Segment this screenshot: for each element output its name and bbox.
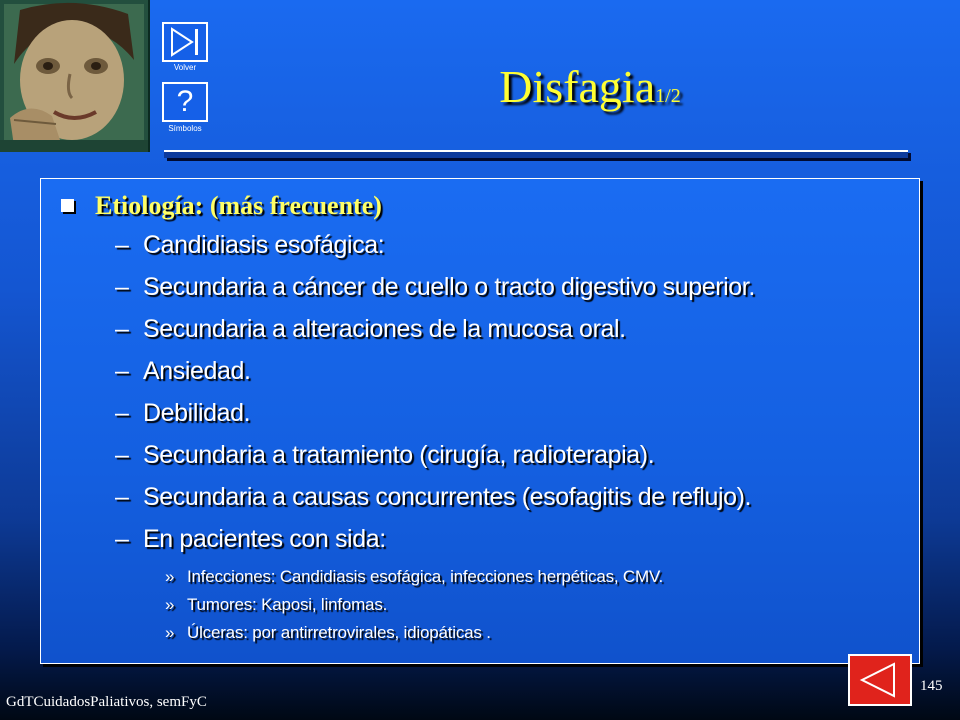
sub-list-item (165, 623, 491, 643)
dash-mark: – (115, 357, 129, 385)
dash-mark: – (115, 525, 129, 553)
list-item-text: Secundaria a causas concurrentes (esofagitis de reflujo). (143, 483, 752, 511)
sub-mark: » (165, 567, 175, 586)
volver-label: Volver (173, 63, 197, 72)
list-item-text: Ansiedad. (143, 357, 251, 385)
simbolos-button[interactable] (162, 82, 208, 122)
list-item (115, 399, 250, 428)
volver-button[interactable] (162, 22, 208, 62)
dash-mark: – (115, 441, 129, 469)
dash-mark: – (115, 399, 129, 427)
simbolos-label: Símbolos (168, 124, 202, 133)
list-item (115, 483, 751, 512)
square-bullet-icon (61, 199, 74, 212)
sub-list-item-text: Úlceras: por antirretrovirales, idiopáticas . (187, 623, 491, 642)
next-bar-icon (164, 24, 206, 60)
page-number: 145 (920, 678, 943, 694)
list-item (115, 525, 386, 554)
question-mark-icon: ? (176, 85, 194, 118)
list-item-text: En pacientes con sida: (143, 525, 386, 553)
sub-list-item (165, 567, 663, 587)
list-item-text: Secundaria a tratamiento (cirugía, radioterapia). (143, 441, 655, 469)
sub-list-item (165, 595, 387, 615)
dash-mark: – (115, 483, 129, 511)
list-item-text: Secundaria a alteraciones de la mucosa oral. (143, 315, 626, 343)
portrait-drawing (0, 0, 148, 152)
etiologia-heading: Etiología: (más frecuente) (95, 191, 382, 220)
slide-title (400, 60, 780, 113)
list-item (115, 315, 626, 344)
list-item-text: Candidiasis esofágica: (143, 231, 385, 259)
sub-mark: » (165, 595, 175, 614)
dash-mark: – (115, 231, 129, 259)
title-sub: 1/2 (655, 85, 681, 107)
title-main: Disfagia (499, 61, 656, 112)
title-divider (164, 150, 908, 158)
footer-credit: GdTCuidadosPaliativos, semFyC (6, 694, 207, 710)
left-triangle-icon (850, 656, 910, 704)
sub-mark: » (165, 623, 175, 642)
list-item (115, 441, 654, 470)
list-item (115, 273, 755, 302)
list-item (115, 231, 384, 260)
dash-mark: – (115, 273, 129, 301)
list-item-text: Secundaria a cáncer de cuello o tracto digestivo superior. (143, 273, 755, 301)
sub-list-item-text: Infecciones: Candidiasis esofágica, infecciones herpéticas, CMV. (187, 567, 664, 586)
sub-list-item-text: Tumores: Kaposi, linfomas. (187, 595, 388, 614)
content-box (40, 178, 920, 664)
back-button[interactable] (848, 654, 912, 706)
list-item (115, 357, 251, 386)
list-item-text: Debilidad. (143, 399, 251, 427)
portrait-image (0, 0, 150, 152)
dash-mark: – (115, 315, 129, 343)
